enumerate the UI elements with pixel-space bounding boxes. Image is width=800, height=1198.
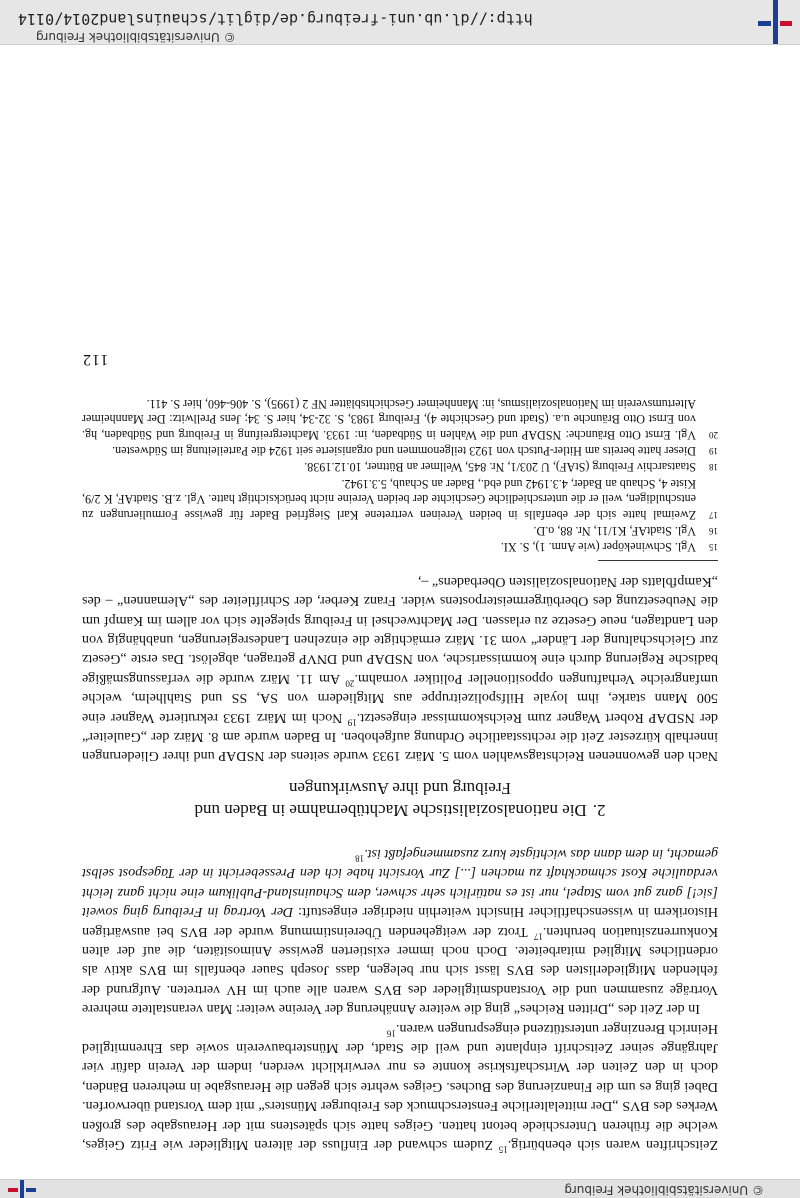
heading-line-1: Die nationalsozialistische Machtübernahme in Baden und	[194, 801, 587, 821]
page-number: 112	[82, 351, 109, 369]
footnote-ref-15: 15	[498, 1144, 508, 1155]
footnote-ref-20: 20	[345, 678, 355, 689]
footnote-ref-19: 19	[347, 717, 357, 728]
paragraph-3: Nach den gewonnenen Reichstagswahlen vom 5. März 1933 wurde seitens der NSDAP und ihrer Gliederungen innerhalb kürzester Zeit die rechtsstaatliche Ordnung aufgehoben. In Baden wurde am 8. März der „Gauleiter“ der NSDAP Robert Wagner zum Reichskommissar eingesetzt.$^{19}$ Noch im März 1933 rekrutierte Wagner eine 500 Mann starke, ihm loyale Hilfspolizeitruppe aus Mitgliedern von SA, SS und Stahlhelm, welche umfangreiche Verhaftungen oppositioneller Politiker vornahm.$^{20}$ Am 11. März wurde die verfassungsmäßige badische Regierung durch eine kommissarische, von NSDAP und DNVP getragen, abgelöst. Das erste „Gesetz zur Gleichschaltung der Länder“ vom 31. März ermächtigte die einzelnen Landesregierungen, unabhängig von den Landtagen, neue Gesetze zu erlassen. Der Machtwechsel in Freiburg spiegelte sich vor allem im Kampf um die Neubesetzung des Oberbürgermeisterpostens wider. Franz Kerber, der Schriftleiter des „Alemannen“ – des „Kampfblatts der Nationalsozialisten Oberbadens“ –,	[81, 573, 718, 765]
footnote: 18 Staatsarchiv Freiburg (StAF), U 203/1, Nr. 845, Wellmer an Büttner, 10.12.1938.	[304, 460, 718, 475]
footnote: 17 Zweimal hatte sich der ebenfalls in beiden Vereinen vertretene Karl Siegfried Bader für gewisse Formulierungen zu entschuldigen, weil er die unterschiedliche Geschichte der beiden Vereine nicht berücksichtigt hatte. Vgl. z.B. StadtAF, K 2/9, Kiste 4, Schaub an Bader, 4.3.1942 und ebd., Bader an Schaub, 5.3.1942.	[82, 476, 718, 522]
heading-line-2: Freiburg und ihre Auswirkungen	[288, 779, 512, 799]
bottom-url-bar	[0, 0, 800, 45]
section-heading	[82, 778, 718, 822]
page-body	[82, 350, 718, 1154]
footnote: 15 Vgl. Schwineköper (wie Anm. 1), S. XI.	[500, 540, 718, 555]
quotation: Der Vortrag in Freiburg ging soweit [sic!] ganz gut vom Stapel, nur ist es natürlich sehr schwer, dem Schauinsland-Publikum eine nicht ganz leicht verdauliche Kost schmackhaft zu machen [...] Zur Vorsicht habe ich den Pressebericht in der Tagespost selbst gemacht, in dem dann das wichtigste kurz zusammengefaßt ist.	[82, 845, 718, 921]
footnote-ref-17: 17	[533, 931, 543, 942]
top-credit-bar	[0, 1179, 800, 1198]
footnote: 20 Vgl. Ernst Otto Bräunche: NSDAP und die Wahlen in Südbaden, in: 1933. Machtergreifung in Freiburg und Südbaden, hg. von Ernst Otto Bräunche u.a. (Stadt und Geschichte 4), Freiburg 1983, S. 32-34, hier S. 34; Jens Prellwitz: Der Mannheimer Altertumsverein im Nationalsozialismus, in: Mannheimer Geschichtsblätter NF 2 (1995), S. 406-460, hier S. 411.	[82, 396, 718, 442]
footnote: 19 Dieser hatte bereits am Hitler-Putsch von 1923 teilgenommen und organisierte seit 1924 die Parteileitung im Südwesten.	[112, 444, 718, 458]
footnote: 16 Vgl. StadtAF, K1/11, Nr. 88, o.D.	[533, 524, 718, 539]
university-logo-icon	[8, 1180, 36, 1198]
heading-number: 2.	[592, 801, 606, 821]
footnote-ref-18: 18	[355, 853, 365, 864]
copyright-credit: © Universitätsbibliothek Freiburg	[564, 1183, 764, 1197]
footnote-separator	[598, 560, 718, 561]
footnote-ref-16: 16	[386, 1028, 396, 1039]
digitization-url[interactable]: http://dl.ub.uni-freiburg.de/diglit/schauinsland2014/0114	[18, 10, 533, 28]
paragraph-1: Zeitschriften waren sich ebenbürtig.$^{15}$ Zudem schwand der Einfluss der älteren Mitglieder wie Fritz Geiges, welche die früheren Unterschiede betont hatten. Geiges hatte sich spätestens mit der Herausgabe des großen Werkes des BVS „Der mittelalterliche Fensterschmuck des Freiburger Münsters“ mit dem Vorstand überworfen. Dabei ging es um die Finanzierung des Buches. Geiges wehrte sich gegen die Herausgabe in mehreren Bänden, doch in den Zeiten der Wirtschaftskrise konnte es nur verwirklicht werden, indem der Verein dafür vier Jahrgänge seiner Zeitschrift einplante und weil die Stadt, der Münsterbauverein sowie das Ehrenmitglied Heinrich Brenzinger unterstützend eingesprungen waren.$^{16}$	[82, 1020, 718, 1155]
paragraph-2: In der Zeit des „Dritten Reiches“ ging die weitere Annäherung der Vereine weiter: Man veranstaltete mehrere Vorträge zusammen und die Vorstandsmitglieder des BVS waren alle auch im HV vertreten. Aufgrund der fehlenden Mitgliederlisten des BVS lässt sich nur belegen, dass Joseph Sauer ebenfalls im BVS aktiv als ordentliches Mitglied mitarbeitete. Doch noch immer existierten gewisse Animositäten, die auf der alten Konkurrenzsituation beruhten.$^{17}$ Trotz der weitgehenden Übereinstimmung wurde der BVS bei auswärtigen Historikern in wissenschaftlicher Hinsicht weiterhin niedriger eingestuft: Der Vortrag in Freiburg ging soweit [sic!] ganz gut vom Stapel, nur ist es natürlich sehr schwer, dem Schauinsland-Publikum eine nicht ganz leicht verdauliche Kost schmackhaft zu machen [...] Zur Vorsicht habe ich den Pressebericht in der Tagespost selbst gemacht, in dem dann das wichtigste kurz zusammengefaßt ist.$^{18}$	[82, 845, 718, 1018]
university-logo-icon	[756, 0, 794, 44]
copyright-credit: © Universitätsbibliothek Freiburg	[36, 30, 236, 44]
footnotes	[82, 395, 718, 554]
